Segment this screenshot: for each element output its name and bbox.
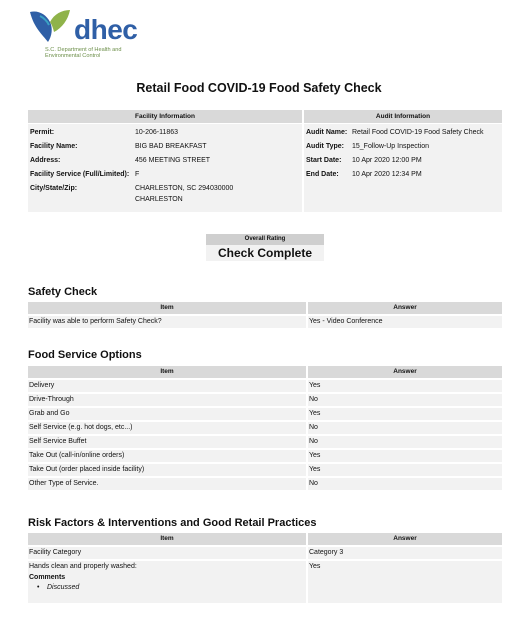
table-row bbox=[28, 450, 502, 462]
comment-text: Discussed bbox=[47, 584, 80, 591]
row-item: Take Out (call-in/online orders) bbox=[28, 450, 306, 462]
section-title-risk-factors: Risk Factors & Interventions and Good Retail Practices bbox=[28, 517, 317, 529]
row-item: Take Out (order placed inside facility) bbox=[28, 464, 306, 476]
row-answer: No bbox=[308, 422, 502, 434]
start-date-value: 10 Apr 2020 12:00 PM bbox=[352, 157, 422, 164]
logo-wordmark: dhec bbox=[74, 14, 138, 45]
row-answer: Yes bbox=[308, 464, 502, 476]
row-answer: No bbox=[308, 436, 502, 448]
col-answer-header: Answer bbox=[308, 302, 502, 314]
address-value: 456 MEETING STREET bbox=[135, 157, 211, 164]
row-item-with-comments bbox=[28, 561, 306, 603]
section-title-safety-check: Safety Check bbox=[28, 286, 98, 298]
start-date-label: Start Date: bbox=[306, 157, 342, 164]
audit-type-label: Audit Type: bbox=[306, 143, 344, 150]
city-state-zip-label: City/State/Zip: bbox=[30, 185, 78, 192]
row-item: Other Type of Service. bbox=[28, 478, 306, 490]
info-block bbox=[28, 110, 502, 212]
table-row bbox=[28, 436, 502, 448]
section-title-food-service-options: Food Service Options bbox=[28, 349, 142, 361]
facility-info-header: Facility Information bbox=[28, 110, 302, 123]
row-item: Drive-Through bbox=[28, 394, 306, 406]
col-answer-header: Answer bbox=[308, 533, 502, 545]
row-answer: Category 3 bbox=[308, 547, 502, 559]
row-answer: Yes bbox=[308, 380, 502, 392]
overall-rating-label: Overall Rating bbox=[206, 234, 324, 245]
row-item: Facility Category bbox=[28, 547, 306, 559]
city-value: CHARLESTON bbox=[135, 196, 183, 203]
row-answer: No bbox=[308, 478, 502, 490]
row-item: Grab and Go bbox=[28, 408, 306, 420]
table-row bbox=[28, 547, 502, 559]
document-title: Retail Food COVID-19 Food Safety Check bbox=[136, 81, 382, 95]
table-row bbox=[28, 478, 502, 490]
table-row bbox=[28, 408, 502, 420]
city-state-zip-value: CHARLESTON, SC 294030000 bbox=[135, 185, 234, 192]
table-header bbox=[28, 302, 502, 314]
table-row bbox=[28, 394, 502, 406]
row-answer: Yes - Video Conference bbox=[308, 316, 502, 328]
row-answer: No bbox=[308, 394, 502, 406]
table-row bbox=[28, 316, 502, 328]
overall-rating-value: Check Complete bbox=[206, 245, 324, 261]
table-row bbox=[28, 464, 502, 476]
audit-type-value: 15_Follow-Up Inspection bbox=[352, 143, 430, 150]
col-answer-header: Answer bbox=[308, 366, 502, 378]
table-row bbox=[28, 380, 502, 392]
row-answer: Yes bbox=[308, 450, 502, 462]
row-item: Self Service Buffet bbox=[28, 436, 306, 448]
address-label: Address: bbox=[30, 157, 61, 164]
end-date-value: 10 Apr 2020 12:34 PM bbox=[352, 171, 422, 178]
facility-info-body bbox=[28, 124, 302, 212]
row-answer: Yes bbox=[308, 408, 502, 420]
audit-name-value: Retail Food COVID-19 Food Safety Check bbox=[352, 129, 484, 136]
col-item-header: Item bbox=[28, 533, 306, 545]
facility-service-label: Facility Service (Full/Limited): bbox=[30, 171, 130, 178]
risk-factors-table bbox=[28, 533, 502, 603]
safety-check-table bbox=[28, 302, 502, 328]
dhec-logo bbox=[28, 8, 138, 64]
end-date-label: End Date: bbox=[306, 171, 339, 178]
table-row bbox=[28, 561, 502, 603]
comment-item bbox=[29, 582, 306, 594]
table-header bbox=[28, 366, 502, 378]
facility-name-label: Facility Name: bbox=[30, 143, 78, 150]
row-item: Facility was able to perform Safety Check? bbox=[28, 316, 306, 328]
bullet-icon: • bbox=[37, 584, 40, 591]
facility-service-value: F bbox=[135, 171, 140, 178]
logo-subtitle: S.C. Department of Health and Environmental Control bbox=[45, 47, 122, 60]
dhec-leaf-icon bbox=[28, 8, 78, 48]
col-item-header: Item bbox=[28, 302, 306, 314]
permit-value: 10-206-11863 bbox=[135, 129, 179, 136]
overall-rating bbox=[206, 234, 324, 261]
table-row bbox=[28, 422, 502, 434]
row-item: Hands clean and properly washed: bbox=[29, 563, 137, 570]
permit-label: Permit: bbox=[30, 129, 55, 136]
food-service-options-table bbox=[28, 366, 502, 490]
col-item-header: Item bbox=[28, 366, 306, 378]
row-item: Delivery bbox=[28, 380, 306, 392]
audit-name-label: Audit Name: bbox=[306, 129, 348, 136]
table-header bbox=[28, 533, 502, 545]
audit-info-header: Audit Information bbox=[304, 110, 502, 123]
facility-name-value: BIG BAD BREAKFAST bbox=[135, 143, 207, 150]
row-item: Self Service (e.g. hot dogs, etc...) bbox=[28, 422, 306, 434]
comments-label: Comments bbox=[29, 574, 66, 581]
audit-info-body bbox=[304, 124, 502, 212]
row-answer: Yes bbox=[308, 561, 502, 603]
